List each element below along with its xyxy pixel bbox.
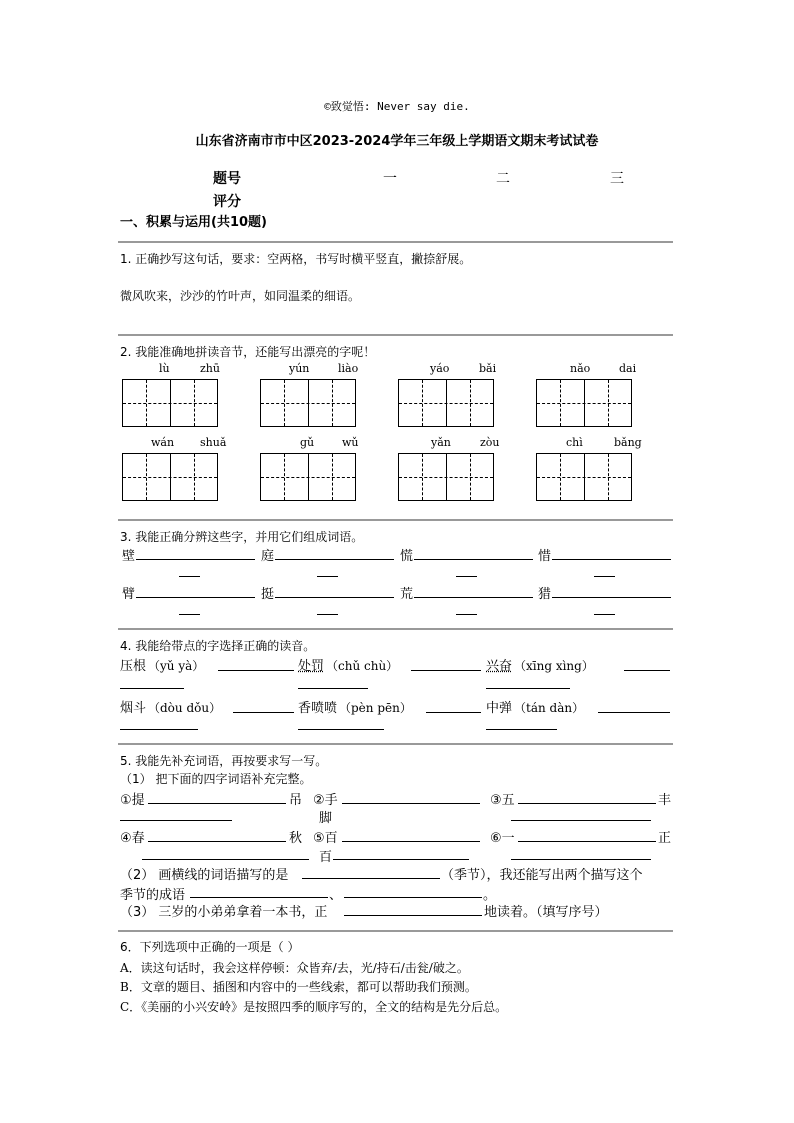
- answer-blank[interactable]: [344, 897, 482, 898]
- q5-item: ④春: [120, 831, 145, 846]
- answer-blank[interactable]: [218, 670, 294, 671]
- answer-blank[interactable]: [344, 915, 482, 916]
- answer-blank-short[interactable]: [456, 576, 477, 577]
- answer-blank[interactable]: [190, 897, 328, 898]
- q5-item: ②手: [313, 793, 338, 808]
- tianzige-box[interactable]: [122, 379, 218, 427]
- q6-prompt: 6．下列选项中正确的一项是（ ）: [120, 940, 300, 954]
- pinyin: gǔ: [300, 436, 315, 449]
- pinyin: bǎng: [614, 436, 642, 449]
- q3-prompt: 3. 我能正确分辨这些字，并用它们组成词语。: [120, 530, 364, 544]
- q4-prompt: 4. 我能给带点的字选择正确的读音。: [120, 639, 316, 653]
- answer-blank[interactable]: [120, 820, 232, 821]
- q4-pinyin: （chǔ chù）: [326, 659, 399, 673]
- q4-pinyin: （xīng xìng）: [514, 659, 594, 673]
- score-table-col-2: 二: [496, 171, 510, 187]
- pinyin: wán: [151, 436, 175, 449]
- pinyin: yáo: [430, 362, 450, 375]
- score-table-row1-label: 题号: [213, 171, 241, 187]
- divider: [118, 930, 673, 932]
- pinyin: liào: [338, 362, 359, 375]
- q5-sub3: 地读着。（填写序号）: [484, 905, 608, 920]
- tianzige-box[interactable]: [398, 453, 494, 501]
- q3-char: 慌: [400, 549, 414, 564]
- answer-blank[interactable]: [486, 688, 570, 689]
- q4-word: 香喷喷: [298, 701, 338, 716]
- answer-blank[interactable]: [552, 597, 671, 598]
- divider: [118, 743, 673, 745]
- q5-sub1: （1） 把下面的四字词语补充完整。: [120, 772, 312, 786]
- answer-blank-short[interactable]: [179, 614, 200, 615]
- answer-blank[interactable]: [136, 597, 255, 598]
- pinyin: yǎn: [431, 436, 451, 449]
- q3-char: 荒: [400, 587, 414, 602]
- score-table-col-1: 一: [383, 171, 397, 187]
- answer-blank[interactable]: [511, 820, 651, 821]
- answer-blank[interactable]: [120, 688, 184, 689]
- answer-blank-short[interactable]: [594, 576, 615, 577]
- answer-blank[interactable]: [486, 729, 557, 730]
- q4-pinyin: （tán dàn）: [514, 701, 585, 715]
- answer-blank[interactable]: [414, 559, 533, 560]
- q5-sub2: 季节的成语: [120, 888, 186, 903]
- pinyin: lù: [159, 362, 170, 375]
- answer-blank[interactable]: [511, 859, 651, 860]
- answer-blank[interactable]: [414, 597, 533, 598]
- exam-title: 山东省济南市市中区2023-2024学年三年级上学期语文期末考试试卷: [195, 134, 599, 149]
- tianzige-box[interactable]: [398, 379, 494, 427]
- q6-option-c[interactable]: C．《美丽的小兴安岭》是按照四季的顺序写的，全文的结构是先分后总。: [120, 1000, 508, 1014]
- answer-blank[interactable]: [518, 803, 656, 804]
- answer-blank[interactable]: [136, 559, 255, 560]
- answer-blank[interactable]: [342, 803, 480, 804]
- q4-word: 处罚: [298, 659, 325, 674]
- tianzige-box[interactable]: [260, 453, 356, 501]
- q3-char: 惜: [538, 549, 552, 564]
- answer-blank[interactable]: [233, 712, 294, 713]
- q1-prompt: 1. 正确抄写这句话，要求：空两格，书写时横平竖直，撇捺舒展。: [120, 252, 472, 266]
- pinyin: nǎo: [570, 362, 591, 375]
- q3-char: 庭: [261, 549, 275, 564]
- q6-option-a[interactable]: A．读这句话时，我会这样停顿：众皆弃/去，光/持石/击瓮/破之。: [120, 961, 469, 975]
- q4-word: 兴奋: [486, 659, 513, 674]
- q6-option-b[interactable]: B．文章的题目、插图和内容中的一些线索，都可以帮助我们预测。: [120, 980, 477, 994]
- q5-sub2: 。: [483, 888, 497, 903]
- q5-item: ⑤百: [313, 831, 338, 846]
- divider: [118, 628, 673, 630]
- pinyin: wǔ: [342, 436, 359, 449]
- pinyin: zhū: [200, 362, 220, 375]
- q4-word: 中弹: [486, 701, 513, 716]
- answer-blank[interactable]: [624, 670, 670, 671]
- score-table-row2-label: 评分: [213, 194, 241, 210]
- answer-blank-short[interactable]: [317, 576, 338, 577]
- q4-word: 烟斗: [120, 701, 147, 716]
- answer-blank[interactable]: [302, 878, 440, 879]
- score-table-col-3: 三: [610, 171, 624, 187]
- q4-pinyin: （dòu dǒu）: [148, 701, 222, 715]
- answer-blank[interactable]: [298, 729, 384, 730]
- q5-prompt: 5. 我能先补充词语，再按要求写一写。: [120, 754, 328, 768]
- q3-char: 臂: [122, 587, 136, 602]
- q5-item: 百: [319, 850, 333, 865]
- pinyin: dai: [619, 362, 637, 375]
- pinyin: bǎi: [479, 362, 497, 375]
- answer-blank-short[interactable]: [317, 614, 338, 615]
- q5-item: ①提: [120, 793, 145, 808]
- q4-word: 压根: [120, 659, 147, 674]
- tianzige-box[interactable]: [536, 379, 632, 427]
- answer-blank[interactable]: [275, 597, 394, 598]
- q5-item: ③五: [490, 793, 515, 808]
- answer-blank-short[interactable]: [456, 614, 477, 615]
- pinyin: zòu: [480, 436, 500, 449]
- tianzige-box[interactable]: [536, 453, 632, 501]
- q1-sentence: 微风吹来，沙沙的竹叶声，如同温柔的细语。: [120, 289, 361, 303]
- answer-blank[interactable]: [518, 841, 656, 842]
- q5-sub2: （2） 画横线的词语描写的是: [120, 868, 289, 883]
- q5-item: ⑥一: [490, 831, 515, 846]
- answer-blank[interactable]: [298, 688, 368, 689]
- motto: ©致觉悟: Never say die.: [324, 100, 470, 113]
- q2-prompt: 2. 我能准确地拼读音节，还能写出漂亮的字呢！: [120, 345, 376, 359]
- q3-char: 壁: [122, 549, 136, 564]
- q4-pinyin: （yǔ yà）: [148, 659, 205, 673]
- answer-blank[interactable]: [148, 803, 286, 804]
- pinyin: shuǎ: [200, 436, 227, 449]
- answer-blank[interactable]: [426, 712, 481, 713]
- answer-blank[interactable]: [142, 859, 309, 860]
- q5-item: 吊: [289, 793, 303, 808]
- q4-pinyin: （pèn pēn）: [339, 701, 412, 715]
- divider: [118, 241, 673, 243]
- divider: [118, 519, 673, 521]
- tianzige-box[interactable]: [260, 379, 356, 427]
- answer-blank-short[interactable]: [179, 576, 200, 577]
- q5-item: 秋: [289, 831, 303, 846]
- divider: [118, 334, 673, 336]
- pinyin: chì: [566, 436, 583, 449]
- q5-sub2: （季节），我还能写出两个描写这个: [441, 868, 643, 883]
- answer-blank[interactable]: [552, 559, 671, 560]
- answer-blank[interactable]: [120, 729, 198, 730]
- answer-blank[interactable]: [148, 841, 286, 842]
- answer-blank[interactable]: [342, 841, 480, 842]
- q5-item: 正: [658, 831, 672, 846]
- q5-sub3: （3） 三岁的小弟弟拿着一本书，正: [120, 905, 328, 920]
- answer-blank[interactable]: [411, 670, 481, 671]
- tianzige-box[interactable]: [122, 453, 218, 501]
- section-title: 一、积累与运用(共10题): [120, 215, 267, 230]
- q3-char: 猎: [538, 587, 552, 602]
- answer-blank[interactable]: [275, 559, 394, 560]
- q5-item: 丰: [658, 793, 672, 808]
- answer-blank-short[interactable]: [594, 614, 615, 615]
- pinyin: yún: [289, 362, 310, 375]
- q5-item: 脚: [319, 811, 333, 826]
- q3-char: 挺: [261, 587, 275, 602]
- q5-sub2: 、: [329, 888, 343, 903]
- answer-blank[interactable]: [598, 712, 670, 713]
- answer-blank[interactable]: [333, 859, 469, 860]
